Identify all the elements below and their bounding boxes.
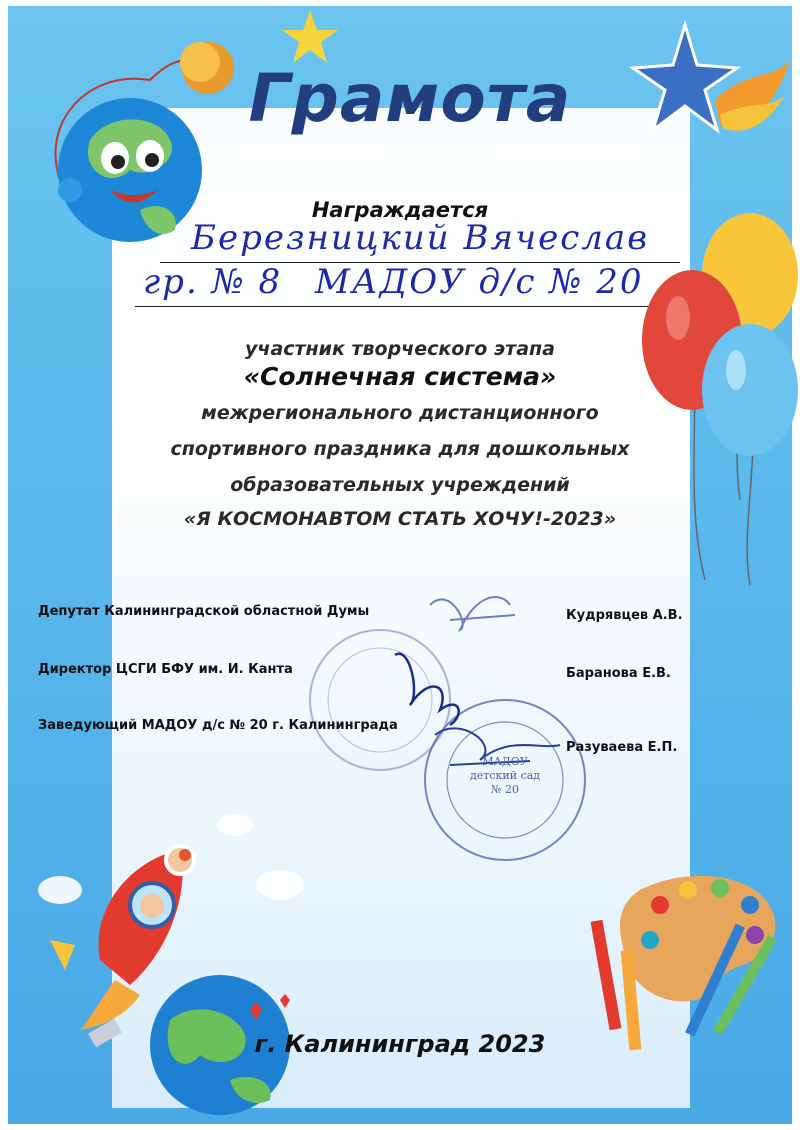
certificate-title: Грамота — [248, 60, 572, 137]
institution-name: МАДОУ д/с № 20 — [315, 262, 644, 302]
signatory-1-name: Кудрявцев А.В. — [566, 608, 683, 623]
description-line-3: образовательных учреждений — [230, 474, 570, 496]
madou-stamp-text — [458, 755, 552, 797]
rocket-kids-illustration — [20, 810, 310, 1110]
signatory-3-name: Разуваева Е.П. — [566, 740, 678, 755]
group-line — [135, 262, 660, 307]
description-line-2: спортивного праздника для дошкольных — [170, 438, 630, 460]
city-year: г. Калининград 2023 — [254, 1030, 546, 1058]
group-number: гр. № 8 — [143, 262, 283, 302]
palette-pencils-illustration — [580, 860, 790, 1060]
stamp-line-1: МАДОУ — [482, 755, 528, 768]
round-stamp-1 — [310, 630, 450, 770]
stamp-line-2: детский сад — [469, 769, 541, 782]
recipient-name: Березницкий Вячеслав — [191, 218, 649, 258]
signatory-2-name: Баранова Е.В. — [566, 666, 671, 681]
signatory-3-position: Заведующий МАДОУ д/с № 20 г. Калининграда — [38, 718, 398, 733]
star-icon — [280, 8, 340, 68]
balloons-illustration — [630, 200, 800, 590]
stamp-line-3: № 20 — [491, 783, 519, 796]
comet-star-icon — [625, 20, 795, 150]
signatory-1-position: Депутат Калининградской областной Думы — [38, 604, 370, 619]
event-name: «Солнечная система» — [243, 362, 557, 391]
role-text: участник творческого этапа — [245, 338, 555, 360]
signatory-2-position: Директор ЦСГИ БФУ им. И. Канта — [38, 662, 293, 677]
recipient-name-line — [160, 218, 680, 263]
awarded-label: Награждается — [311, 198, 489, 222]
festival-name: «Я КОСМОНАВТОМ СТАТЬ ХОЧУ!-2023» — [183, 508, 617, 530]
description-line-1: межрегионального дистанционного — [201, 402, 599, 424]
